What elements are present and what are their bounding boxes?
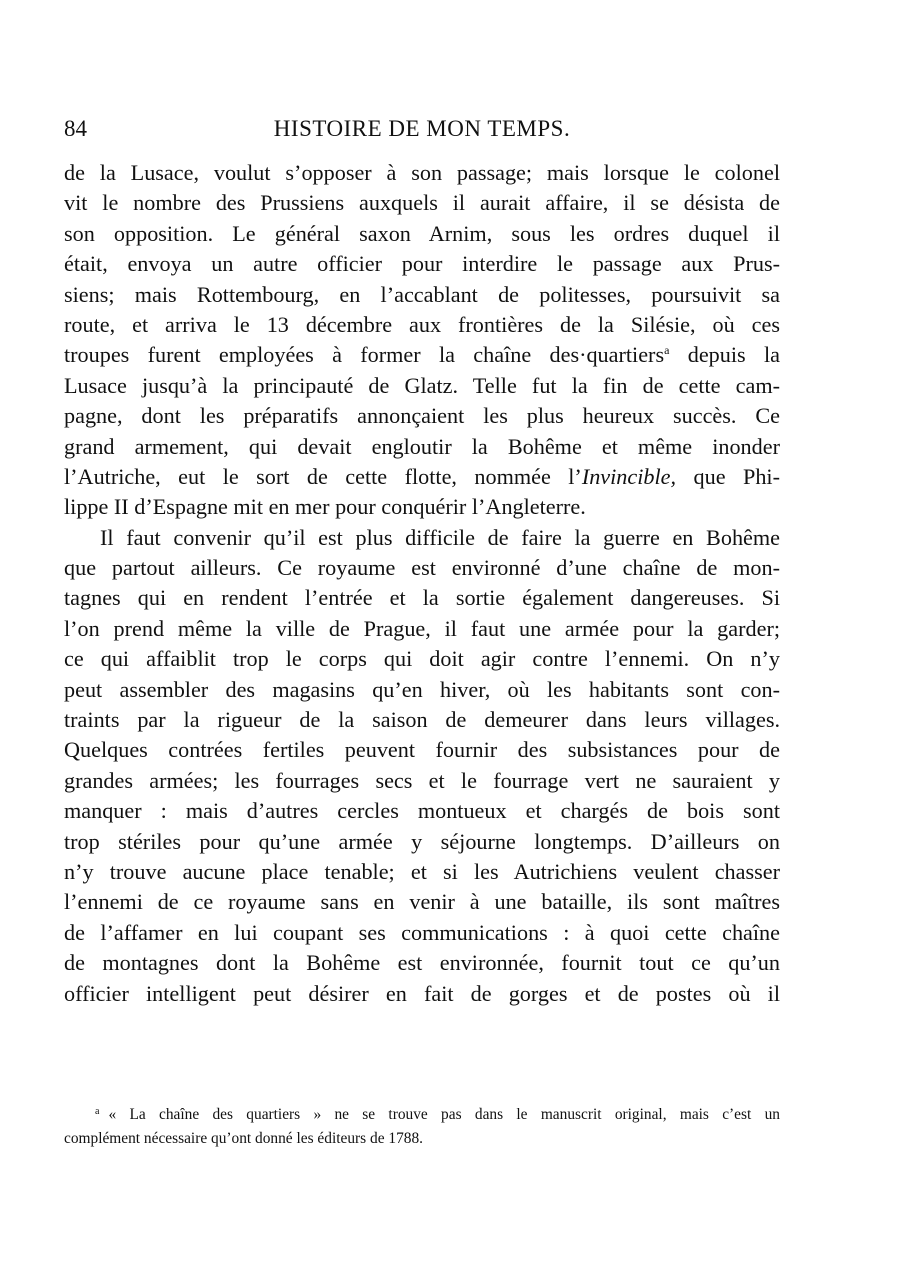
- running-title: HISTOIRE DE MON TEMPS.: [273, 116, 571, 141]
- text-segment: depuis la: [669, 342, 780, 368]
- text-line: l’ennemi de ce royaume sans en venir à une bataille, ils sont maîtres: [64, 889, 780, 915]
- paragraph-1: [64, 158, 780, 523]
- text-line: Quelques contrées fertiles peuvent fournir des subsistances pour de: [64, 737, 780, 763]
- footnote-reference: a: [664, 343, 670, 358]
- text-line: grand armement, qui devait engloutir la Bohême et même inonder: [64, 433, 780, 459]
- footnote-line: complément nécessaire qu’ont donné les éditeurs de 1788.: [64, 1130, 424, 1147]
- text-line: pagne, dont les préparatifs annonçaient les plus heureux succès. Ce: [64, 403, 780, 429]
- text-segment: que Phi-: [676, 463, 780, 489]
- text-line: manquer : mais d’autres cercles montueux et chargés de bois sont: [64, 798, 780, 824]
- text-segment: troupes furent employées à former la chaîne des·quartiers: [64, 342, 665, 368]
- text-line: ce qui affaiblit trop le corps qui doit agir contre l’ennemi. On n’y: [64, 646, 780, 672]
- text-line: de la Lusace, voulut s’opposer à son passage; mais lorsque le colonel: [64, 160, 780, 185]
- text-line: lippe II d’Espagne mit en mer pour conquérir l’Angleterre.: [64, 494, 586, 520]
- text-line: de l’affamer en lui coupant ses communications : à quoi cette chaîne: [64, 919, 780, 945]
- text-line: était, envoya un autre officier pour interdire le passage aux Prus-: [64, 251, 780, 277]
- text-line: de montagnes dont la Bohême est environnée, fournit tout ce qu’un: [64, 950, 780, 976]
- text-line: Il faut convenir qu’il est plus difficile de faire la guerre en Bohême: [100, 524, 780, 550]
- body-text: [64, 158, 780, 1009]
- text-line: trop stériles pour qu’une armée y séjourne longtemps. D’ailleurs on: [64, 828, 780, 854]
- text-line: route, et arriva le 13 décembre aux frontières de la Silésie, où ces: [64, 311, 780, 337]
- text-line: vit le nombre des Prussiens auxquels il aurait affaire, il se désista de: [64, 190, 780, 216]
- text-line: Lusace jusqu’à la principauté de Glatz. Telle fut la fin de cette cam-: [64, 372, 780, 398]
- footnote: [64, 1103, 780, 1151]
- text-line: grandes armées; les fourrages secs et le fourrage vert ne sauraient y: [64, 767, 780, 793]
- text-line: son opposition. Le général saxon Arnim, sous les ordres duquel il: [64, 220, 780, 246]
- text-line: l’on prend même la ville de Prague, il faut une armée pour la garder;: [64, 615, 780, 641]
- text-line: tagnes qui en rendent l’entrée et la sortie également dangereuses. Si: [64, 585, 780, 611]
- italic-ship-name: Invincible,: [581, 463, 677, 489]
- text-line: officier intelligent peut désirer en fait de gorges et de postes où il: [64, 980, 780, 1006]
- text-segment: l’Autriche, eut le sort de cette flotte, nommée l’: [64, 463, 582, 489]
- footnote-mark: a: [95, 1106, 100, 1117]
- text-line: n’y trouve aucune place tenable; et si les Autrichiens veulent chasser: [64, 858, 780, 884]
- text-line: [64, 462, 780, 492]
- text-line: peut assembler des magasins qu’en hiver, où les habitants sont con-: [64, 676, 780, 702]
- footnote-line: [64, 1103, 780, 1127]
- text-line: [64, 340, 780, 370]
- text-line: siens; mais Rottembourg, en l’accablant de politesses, poursuivit sa: [64, 281, 780, 307]
- text-line: que partout ailleurs. Ce royaume est environné d’une chaîne de mon-: [64, 555, 780, 581]
- footnote-text: « La chaîne des quartiers » ne se trouve pas dans le manuscrit original, mais c’est un: [108, 1106, 780, 1123]
- page-header: [64, 116, 780, 148]
- page-number: 84: [64, 116, 87, 141]
- text-line: traints par la rigueur de la saison de demeurer dans leurs villages.: [64, 707, 780, 733]
- paragraph-2: [64, 523, 780, 1009]
